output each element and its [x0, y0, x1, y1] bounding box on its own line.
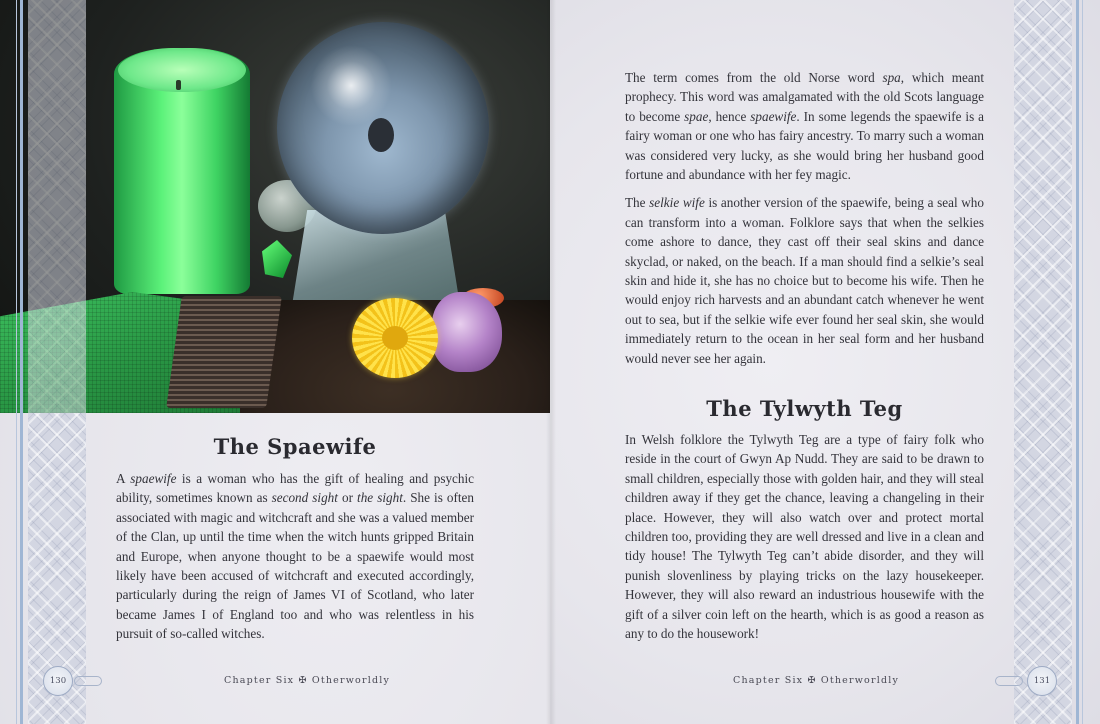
spaewife-paragraph	[116, 469, 474, 653]
page-number-badge-right: 131	[1027, 666, 1057, 696]
selkie-wife-paragraph: The selkie wife is another version of the spaewife, being a seal who can transform into a woman. Folklore says that when the selkies come ashore to dance, they cast off their seal skins and dance skyclad, or naked, on the beach. If a man should find a selkie’s seal skin and hide it, she has no choice but to become his wife. Then he would enjoy rich harvests and an abundant catch whenever he went out to sea, but if the selkie wife ever found her seal skin, she would immediately return to the ocean in her seal form and her husband would never see her again.	[625, 195, 984, 366]
book-gutter	[546, 0, 556, 724]
tarot-cards-icon	[166, 296, 282, 408]
amethyst-icon	[432, 292, 502, 372]
heading-spaewife: The Spaewife	[213, 434, 377, 459]
right-edge-thin-line	[1082, 0, 1083, 724]
tylwyth-teg-body: In Welsh folklore the Tylwyth Teg are a type of fairy folk who reside in the court of Gwyn Ap Nudd. They are said to be drawn to small children, especially those with golden hair, and they will steal children away if they get the chance, leaving a changeling in their place. However, they will also watch over and protect mortal children too, providing they are well dressed and live in a clean and tidy house! The Tylwyth Teg can’t abide disorder, and they will punish slovenliness by playing tricks on the lazy housekeeper. However, they will also reward an industrious housewife with the gift of a silver coin left on the hearth, which is as good a reason as any to do the housework!	[625, 432, 984, 642]
left-edge-thin-line	[16, 0, 17, 724]
page-number-badge-left: 130	[43, 666, 73, 696]
norse-origin-paragraph: The term comes from the old Norse word spa, which meant prophecy. This word was amalgamated with the old Scots language to become spae, hence spaewife. In some legends the spaewife is a fairy woman or one who has fairy ancestry. To marry such a woman was considered very lucky, as she would bring her husband good fortune and abundance with her fey magic.	[625, 70, 985, 183]
left-celtic-border-over-photo	[28, 0, 86, 413]
spaewife-body: A spaewife is a woman who has the gift of healing and psychic ability, sometimes known as second sight or the sight. She is often associated with magic and witchcraft and she was a valued member of the Clan, up until the time when the witch hunts gripped Britain and Europe, when anyone thought to be a spaewife would most likely have been accused of witchcraft and executed accordingly, particularly during the reign of James VI of Scotland, who later became James I of England too and who was relentless in his pursuit of so-called witches.	[116, 471, 475, 642]
running-footer-right: Chapter Six ✠ Otherworldly	[733, 675, 900, 686]
right-celtic-border	[1014, 0, 1072, 724]
knot-tail-right	[995, 676, 1023, 686]
right-edge-line	[1076, 0, 1079, 724]
candle-wick	[176, 80, 181, 90]
dandelion-center	[382, 326, 408, 350]
spaewife-continued	[625, 68, 984, 377]
tylwyth-teg-paragraph	[625, 430, 984, 652]
left-edge-line	[20, 0, 23, 724]
crystal-ball-reflection	[368, 118, 394, 152]
knot-tail-left	[74, 676, 102, 686]
running-footer-left: Chapter Six ✠ Otherworldly	[224, 675, 391, 686]
candle-top	[118, 48, 246, 92]
green-gem-icon	[262, 240, 292, 278]
heading-tylwyth-teg: The Tylwyth Teg	[706, 396, 903, 421]
